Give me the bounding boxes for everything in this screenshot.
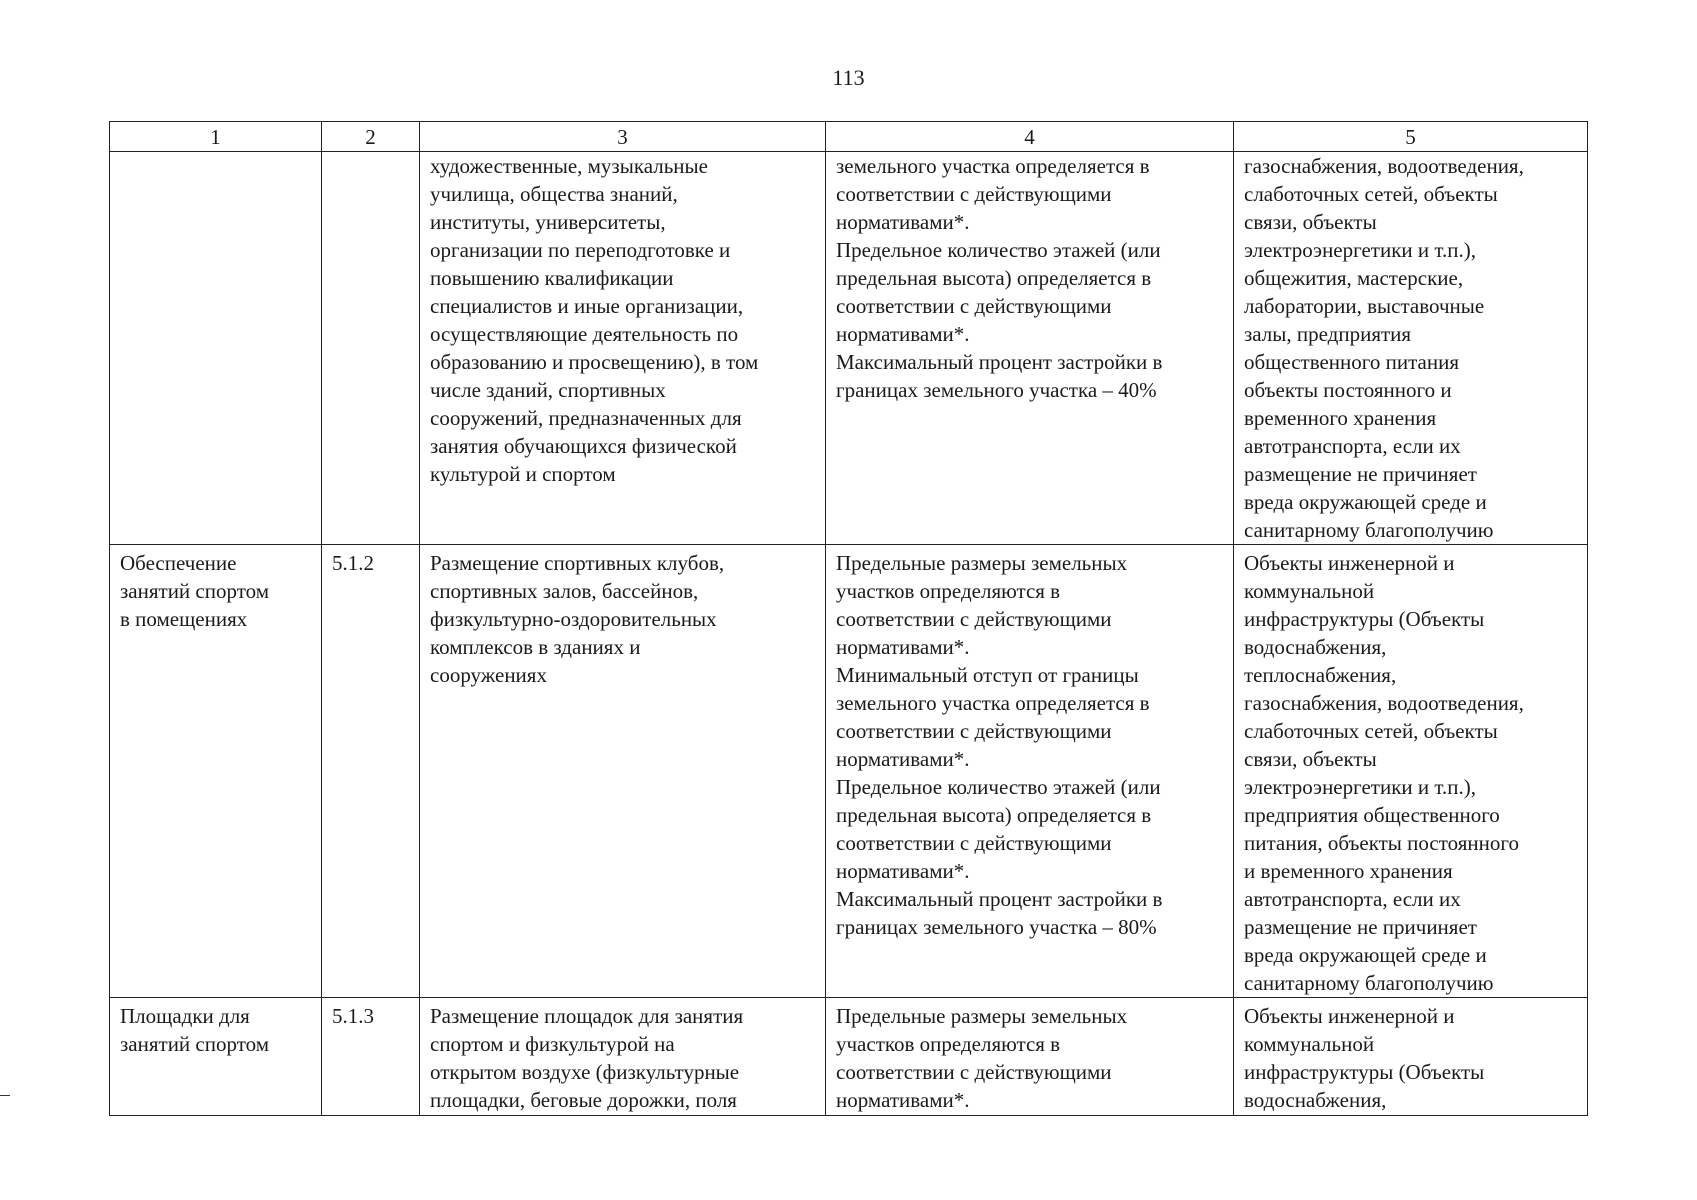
table-row bbox=[110, 152, 1588, 545]
cell-text: Площадки для занятий спортом bbox=[120, 1004, 269, 1056]
table-row bbox=[110, 998, 1588, 1116]
page-number: 113 bbox=[832, 65, 865, 90]
header-col-4: 4 bbox=[826, 122, 1234, 152]
header-col-5: 5 bbox=[1234, 122, 1588, 152]
cell-text: Объекты инженерной и коммунальной инфраструктуры (Объекты водоснабжения, теплоснабжения, газоснабжения, водоотведения, слаботочных сетей, объекты связи, объекты электроэнергетики и т.п.), предприятия общественного питания, объекты постоянного и временного хранения автотранспорта, если их размещение не причиняет вреда окружающей среде и санитарному благополучию bbox=[1244, 551, 1524, 995]
cell-use-type bbox=[110, 545, 322, 998]
cell-text: художественные, музыкальные училища, общества знаний, институты, университеты, организации по переподготовке и повышению квалификации специалистов и иные организации, осуществляющие деятельность по образованию и просвещению), в том числе зданий, спортивных сооружений, предназначенных для занятия обучающихся физической культурой и спортом bbox=[430, 154, 759, 486]
cell-description bbox=[420, 545, 826, 998]
cell-parameters bbox=[826, 152, 1234, 545]
cell-text: газоснабжения, водоотведения, слаботочных сетей, объекты связи, объекты электроэнергетики и т.п.), общежития, мастерские, лаборатории, выставочные залы, предприятия общественного питания объекты постоянного и временного хранения автотранспорта, если их размещение не причиняет вреда окружающей среде и санитарному благополучию bbox=[1244, 154, 1524, 542]
margin-mark bbox=[0, 1095, 10, 1096]
cell-description bbox=[420, 152, 826, 545]
cell-text: Обеспечение занятий спортом в помещениях bbox=[120, 551, 269, 631]
cell-code bbox=[322, 545, 420, 998]
cell-text: земельного участка определяется в соответствии с действующими нормативами*. Предельное количество этажей (или предельная высота) определяется в соответствии с действующими нормативами*. Максимальный процент застройки в границах земельного участка – 40% bbox=[836, 154, 1163, 402]
cell-text: 5.1.2 bbox=[332, 551, 374, 575]
cell-parameters bbox=[826, 545, 1234, 998]
cell-auxiliary-uses bbox=[1234, 998, 1588, 1116]
table-header-row bbox=[110, 122, 1588, 152]
cell-code bbox=[322, 152, 420, 545]
cell-text: Размещение спортивных клубов, спортивных залов, бассейнов, физкультурно-оздоровительных комплексов в зданиях и сооружениях bbox=[430, 551, 725, 687]
cell-text: Предельные размеры земельных участков определяются в соответствии с действующими нормативами*. Минимальный отступ от границы земельного участка определяется в соответствии с действующими нормативами*. Предельное количество этажей (или предельная высота) определяется в соответствии с действующими нормативами*. Максимальный процент застройки в границах земельного участка – 80% bbox=[836, 551, 1163, 939]
header-col-3: 3 bbox=[420, 122, 826, 152]
cell-parameters bbox=[826, 998, 1234, 1116]
cell-text: Размещение площадок для занятия спортом и физкультурой на открытом воздухе (физкультурные площадки, беговые дорожки, поля bbox=[430, 1004, 744, 1112]
cell-auxiliary-uses bbox=[1234, 545, 1588, 998]
cell-text: 5.1.3 bbox=[332, 1004, 374, 1028]
cell-text: Объекты инженерной и коммунальной инфраструктуры (Объекты водоснабжения, bbox=[1244, 1004, 1485, 1112]
land-use-table bbox=[109, 121, 1588, 1116]
cell-auxiliary-uses bbox=[1234, 152, 1588, 545]
cell-description bbox=[420, 998, 826, 1116]
table-row bbox=[110, 545, 1588, 998]
header-col-2: 2 bbox=[322, 122, 420, 152]
cell-use-type bbox=[110, 998, 322, 1116]
cell-use-type bbox=[110, 152, 322, 545]
header-col-1: 1 bbox=[110, 122, 322, 152]
cell-code bbox=[322, 998, 420, 1116]
cell-text: Предельные размеры земельных участков определяются в соответствии с действующими нормативами*. bbox=[836, 1004, 1128, 1112]
